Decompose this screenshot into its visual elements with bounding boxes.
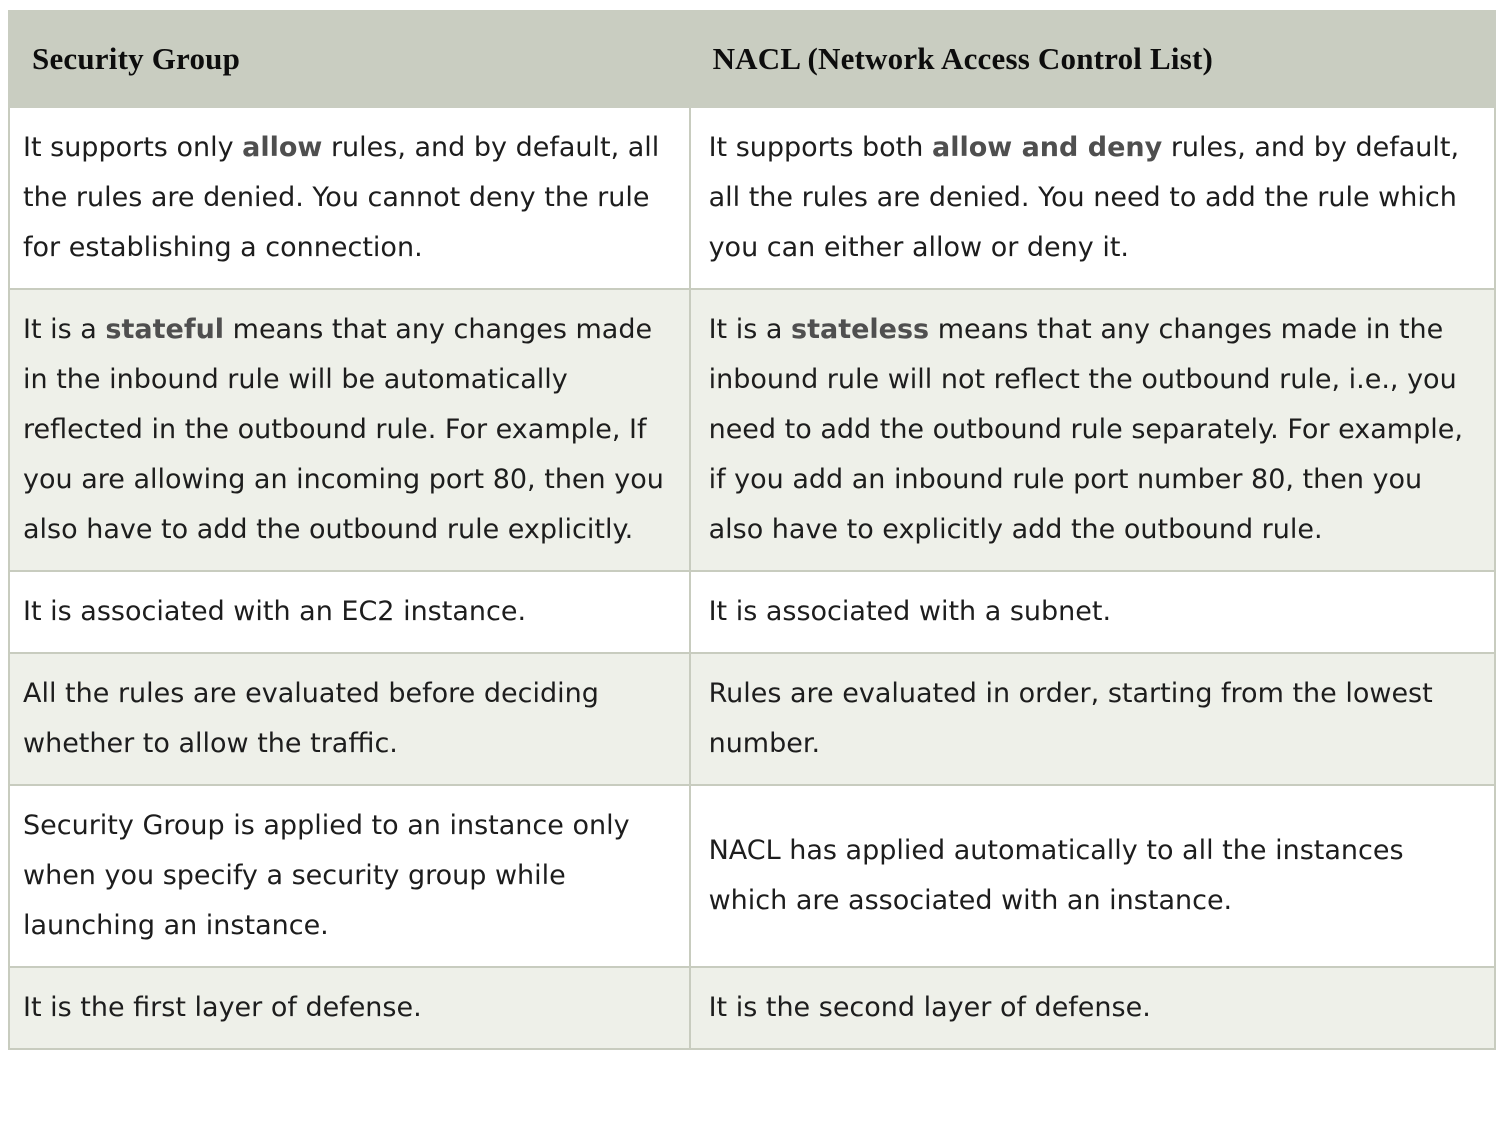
table-row xyxy=(9,967,1495,1049)
cell-text: It is a xyxy=(23,314,106,345)
security-group-vs-nacl-table xyxy=(8,10,1496,1050)
cell-text: means that any changes made in the inbound rule will not reflect the outbound rule, i.e., you need to add the outbound rule separately. For example, if you add an inbound rule port number 80, then you also have to explicitly add the outbound rule. xyxy=(708,314,1463,545)
cell-nacl-allow-deny-rules xyxy=(690,107,1495,289)
cell-text: NACL has applied automatically to all the instances which are associated with an instance. xyxy=(708,835,1404,916)
header-security-group-label: Security Group xyxy=(32,41,241,76)
cell-sg-rule-evaluation xyxy=(9,653,690,785)
cell-sg-application xyxy=(9,785,690,967)
cell-nacl-rule-evaluation xyxy=(690,653,1495,785)
header-row xyxy=(9,11,1495,107)
cell-text: It is associated with an EC2 instance. xyxy=(23,596,527,627)
cell-nacl-subnet-association xyxy=(690,571,1495,653)
cell-text: rules, and by default, all the rules are denied. You cannot deny the rule for establishing a connection. xyxy=(23,132,660,263)
header-nacl-label: NACL (Network Access Control List) xyxy=(712,41,1214,76)
table-row xyxy=(9,289,1495,571)
table-row xyxy=(9,571,1495,653)
cell-sg-allow-rules xyxy=(9,107,690,289)
cell-text: It is associated with a subnet. xyxy=(708,596,1112,627)
table-row xyxy=(9,107,1495,289)
cell-nacl-application xyxy=(690,785,1495,967)
cell-nacl-defense-layer xyxy=(690,967,1495,1049)
cell-text: Rules are evaluated in order, starting from the lowest number. xyxy=(708,678,1433,759)
cell-text: Security Group is applied to an instance only when you specify a security group while launching an instance. xyxy=(23,810,630,941)
cell-text: It is the first layer of defense. xyxy=(23,992,422,1023)
cell-text: rules, and by default, all the rules are denied. You need to add the rule which you can either allow or deny it. xyxy=(708,132,1460,263)
cell-text: It supports only xyxy=(23,132,243,163)
table-row xyxy=(9,785,1495,967)
cell-text: It is a xyxy=(708,314,791,345)
cell-sg-defense-layer xyxy=(9,967,690,1049)
cell-text: It supports both xyxy=(708,132,932,163)
header-security-group xyxy=(9,11,690,107)
cell-bold-keyword: stateful xyxy=(105,314,225,345)
cell-text: All the rules are evaluated before deciding whether to allow the traffic. xyxy=(23,678,599,759)
cell-sg-ec2-association xyxy=(9,571,690,653)
cell-bold-keyword: allow and deny xyxy=(931,132,1163,163)
cell-bold-keyword: allow xyxy=(242,132,323,163)
cell-text: means that any changes made in the inbound rule will be automatically reflected in the outbound rule. For example, If you are allowing an incoming port 80, then you also have to add the outbound rule explicitly. xyxy=(23,314,664,545)
cell-text: It is the second layer of defense. xyxy=(708,992,1151,1023)
header-nacl xyxy=(690,11,1495,107)
cell-bold-keyword: stateless xyxy=(791,314,930,345)
cell-nacl-stateless xyxy=(690,289,1495,571)
cell-sg-stateful xyxy=(9,289,690,571)
table-row xyxy=(9,653,1495,785)
